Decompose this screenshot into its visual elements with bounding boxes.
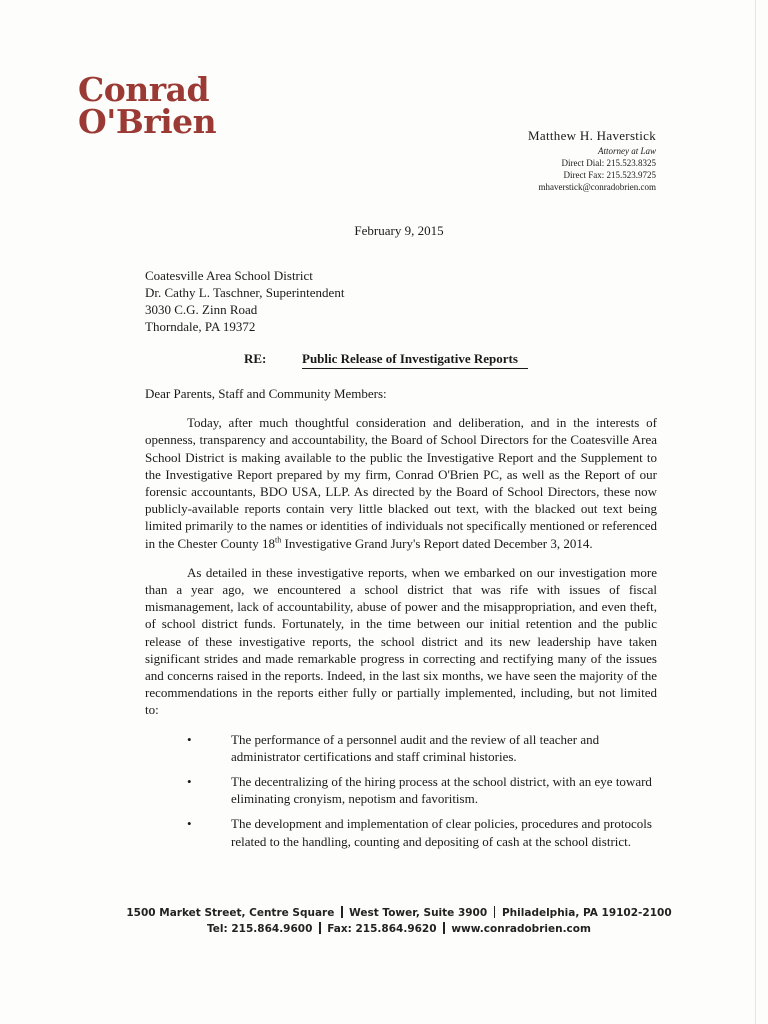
recipient-line: Dr. Cathy L. Taschner, Superintendent bbox=[145, 285, 345, 300]
letter-date: February 9, 2015 bbox=[354, 223, 444, 238]
footer-tel: Tel: 215.864.9600 bbox=[207, 923, 313, 935]
bullet-marker: • bbox=[187, 816, 192, 832]
footer-address-2: West Tower, Suite 3900 bbox=[349, 907, 488, 919]
letter-body bbox=[145, 385, 657, 858]
attorney-block bbox=[396, 128, 656, 193]
firm-logo-line1: Conrad bbox=[78, 70, 210, 109]
list-item bbox=[145, 731, 657, 765]
bullet-text: The performance of a personnel audit and the review of all teacher and administrator certifications and staff criminal histories. bbox=[231, 731, 600, 764]
footer-address-line bbox=[30, 905, 768, 921]
salutation: Dear Parents, Staff and Community Members: bbox=[145, 386, 387, 401]
attorney-email: mhaverstick@conradobrien.com bbox=[538, 182, 656, 192]
page-edge-line bbox=[755, 0, 756, 1024]
footer-web: www.conradobrien.com bbox=[451, 923, 591, 935]
direct-fax: Direct Fax: 215.523.9725 bbox=[563, 170, 656, 180]
letter-footer bbox=[0, 905, 768, 937]
footer-separator bbox=[494, 906, 496, 918]
footer-separator bbox=[341, 906, 343, 918]
paragraph-1-sup: th bbox=[275, 535, 282, 545]
recipient-address bbox=[145, 267, 344, 335]
re-subject: Public Release of Investigative Reports bbox=[302, 351, 528, 369]
footer-address-1: 1500 Market Street, Centre Square bbox=[126, 907, 335, 919]
recipient-line: Coatesville Area School District bbox=[145, 268, 313, 283]
footer-fax: Fax: 215.864.9620 bbox=[327, 923, 437, 935]
direct-dial: Direct Dial: 215.523.8325 bbox=[561, 158, 656, 168]
recipient-line: Thorndale, PA 19372 bbox=[145, 319, 256, 334]
footer-separator bbox=[443, 922, 445, 934]
paragraph-1-text-b: Investigative Grand Jury's Report dated December 3, 2014. bbox=[281, 535, 593, 551]
attorney-title: Attorney at Law bbox=[598, 146, 656, 156]
footer-address-3: Philadelphia, PA 19102-2100 bbox=[501, 907, 672, 919]
re-label: RE: bbox=[244, 351, 267, 366]
bullet-text: The decentralizing of the hiring process at the school district, with an eye toward eliminating cronyism, nepotism and favoritism. bbox=[231, 774, 652, 807]
firm-logo-line2: O'Brien bbox=[78, 102, 217, 141]
paragraph-1-text-a: Today, after much thoughtful consideration and deliberation, and in the interests of openness, transparency and accountability, the Board of School Directors for the Coatesville Area School District is making available to the public the Investigative Report and the Supplement to the Investigative Report prepared by my firm, Conrad O'Brien PC, as well as the Report of our forensic accountants, BDO USA, LLP. As directed by the Board of School Directors, these now publicly-available reports contain very little blacked out text, with the blacked out text being limited primarily to the names or identities of individuals not specifically mentioned or referenced in the Chester County 18 bbox=[145, 415, 657, 551]
bullet-marker: • bbox=[187, 731, 192, 747]
bullet-list bbox=[145, 731, 657, 850]
bullet-text: The development and implementation of clear policies, procedures and protocols related to the handling, counting and depositing of cash at the school district. bbox=[231, 816, 652, 849]
list-item bbox=[145, 815, 657, 849]
firm-logo bbox=[78, 70, 217, 141]
footer-separator bbox=[319, 922, 321, 934]
paragraph-2: As detailed in these investigative reports, when we embarked on our investigation more than a year ago, we encountered a school district that was rife with issues of fiscal mismanagement, lack of accountability, abuse of power and the misappropriation, and even theft, of school district funds. Fortunately, in the time between our initial retention and the public release of these investigative reports, the school district and its new leadership have taken significant strides and made remarkable progress in correcting and rectifying many of the issues and concerns raised in the reports. Indeed, in the last six months, we have seen the majority of the recommendations in the reports either fully or partially implemented, including, but not limited to: bbox=[145, 564, 657, 718]
list-item bbox=[145, 773, 657, 807]
paragraph-1 bbox=[145, 414, 657, 552]
attorney-name: Matthew H. Haverstick bbox=[528, 128, 656, 143]
recipient-line: 3030 C.G. Zinn Road bbox=[145, 302, 258, 317]
bullet-marker: • bbox=[187, 774, 192, 790]
re-line bbox=[244, 351, 528, 369]
footer-contact-line bbox=[30, 921, 768, 937]
